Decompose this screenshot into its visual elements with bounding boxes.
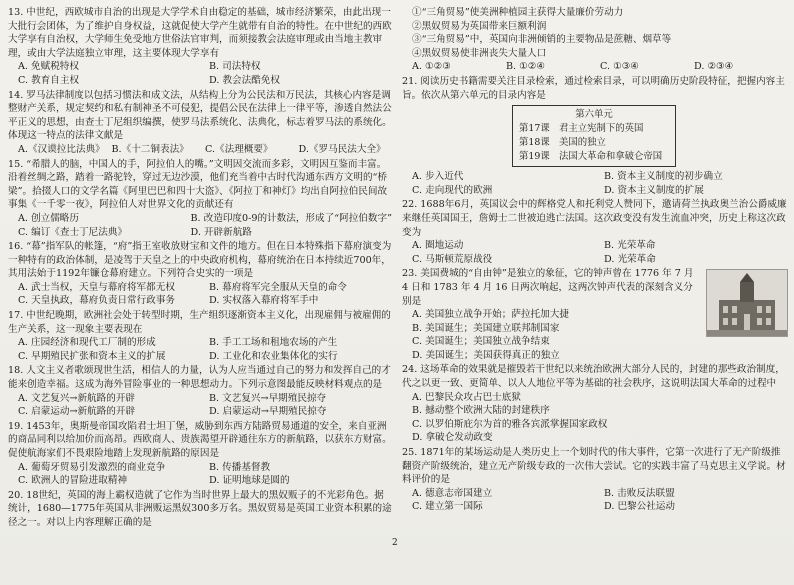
answer-option: C. 欧洲人的冒险进取精神 [18, 475, 128, 487]
answer-option: C. 马斯顿荒原战役 [412, 253, 493, 265]
building-illustration [707, 270, 787, 336]
left-column [8, 6, 392, 531]
question-stem: 24. 这场革命的效果就是摧毁若干世纪以来统治欧洲大部分人民的，封建的那些政治制度，代之以更一致、更简单、以人人地位平等为基础的社会秩序，这说明法国大革命的过程中 [402, 364, 785, 390]
answer-option: B. 击败反法联盟 [604, 487, 675, 499]
answer-option: C. 天皇执政，幕府负责日常行政事务 [18, 295, 176, 307]
question-block [8, 240, 392, 308]
answer-option: C.《法理概要》 [205, 143, 273, 155]
answer-option: A. 美国独立战争开始；萨拉托加大捷 [412, 309, 569, 321]
answer-option: B. 撼动整个欧洲大陆的封建秩序 [412, 405, 550, 417]
statement-item: ②黑奴贸易为英国带来巨额利润 [412, 20, 547, 32]
answer-option: B. 改造印度0-9的计数法，形成了“阿拉伯数字” [190, 212, 392, 224]
question-stem: 21. 阅读历史书籍需要关注目录检索，通过检索目录，可以明确历史阶段特征，把握内容主旨。依次从第六单元的目录内容是 [402, 75, 785, 101]
answer-option: C. 早期殖民扩张和资本主义的扩展 [18, 350, 166, 362]
option-list [402, 391, 788, 445]
option-list [402, 170, 788, 197]
answer-option: A. ①②③ [412, 61, 451, 73]
question-block [8, 489, 392, 530]
answer-option: A. 创立儒略历 [18, 212, 79, 224]
option-list [8, 60, 392, 87]
answer-option: A. 德意志帝国建立 [412, 487, 493, 499]
answer-option: A. 圈地运动 [412, 240, 464, 252]
question-block [402, 446, 788, 514]
answer-option: A.《汉谟拉比法典》 [18, 143, 105, 155]
answer-option: A. 文艺复兴→新航路的开辟 [18, 392, 136, 404]
statement-item: ④黑奴贸易使非洲丧失大量人口 [412, 47, 547, 59]
answer-option: B. 美国诞生；美国建立联邦制国家 [412, 322, 560, 334]
answer-option: C. ①③④ [600, 61, 639, 73]
answer-option: B. 光荣革命 [604, 240, 656, 252]
statement-item: ③“三角贸易”中，英国向非洲倾销的主要物品是蔗糖、烟草等 [412, 34, 672, 46]
option-list [402, 487, 788, 514]
option-list [8, 336, 392, 363]
answer-option: A. 庄园经济和现代工厂制的形成 [18, 337, 156, 349]
option-list [8, 212, 392, 239]
question-stem: 19. 1453年，奥斯曼帝国攻陷君士坦丁堡，威胁到东西方陆路贸易通道的安全，来自亚洲的商品同利以给加价而高昂。西欧商人、贵族渴望开辟通往东方的新航路，以获东方财富。促使航海家们不畏艰险地踏上发现新航路的原因是 [8, 420, 392, 459]
answer-option: B. 传播基督教 [209, 461, 271, 473]
question-stem: 23. 美国费城的“自由钟”是独立的象征，它的钟声曾在 1776 年 7 月 4 日和 1783 年 4 月 16 日两次响起，这两次钟声代表的深刻含义分别是 [402, 268, 694, 307]
question-stem: 20. 18世纪，英国的海上霸权造就了它作为当时世界上最大的黑奴贩子的不光彩角色。据统计，1680—1775年英国从非洲贩运黑奴300多万名。黑奴贸易是英国工业资本积累的途径之一。对以上内容理解正确的是 [8, 489, 392, 528]
question-block [8, 6, 392, 88]
question-stem: 13. 中世纪，西欧城市自治的出现是大学学术自由稳定的基础，城市经济繁荣，由此出现一大批行会团体，为了维护自身权益，这就促使大学产生就带有自治的特性。在中世纪的西欧大学享有自治权，大学师生免受地方世俗法官审判，而须接教会法庭审理或由当地主教审理，或由大学法庭独立审理，这主要体现大学享有 [8, 7, 392, 59]
answer-option: B. 文艺复兴→早期殖民掠夺 [209, 392, 327, 404]
answer-option: B.《十二铜表法》 [111, 143, 189, 155]
answer-option: B. 手工工场和租地农场的产生 [209, 337, 338, 349]
answer-option: C. 启蒙运动→新航路的开辟 [18, 406, 136, 418]
answer-option: D. 实权落入幕府将军手中 [209, 295, 319, 307]
answer-option: A. 巴黎民众攻占巴士底狱 [412, 391, 521, 403]
question-stem: 14. 罗马法律制度以包括习惯法和成文法，从结构上分为公民法和万民法，其核心内容是调整财产关系，规定契约和私有制神圣不可侵犯，提倡公民在法律上一律平等，渗透自然法公平正义的思想，由查士丁尼组织编撰，使罗马法系统化、法典化，标志着罗马法的系统化。体现这一特点的法律文献是 [8, 89, 392, 142]
answer-option: C. 以罗伯斯庇尔为首的雅各宾派掌握国家政权 [412, 418, 608, 430]
unit-lesson: 第17课 君主立宪制下的英国 [519, 123, 644, 135]
answer-option: D. 工业化和农业集体化的实行 [209, 350, 338, 362]
answer-option: D. 开辟新航路 [190, 226, 252, 238]
answer-option: A. 武士当权，天皇与幕府将军都无权 [18, 281, 175, 293]
option-list [8, 143, 392, 157]
question-block [8, 158, 392, 240]
question-block [8, 89, 392, 157]
answer-option: C. 美国诞生；美国独立战争结束 [412, 336, 550, 348]
answer-option: A. 免赋税特权 [18, 61, 79, 73]
answer-option: D. 证明地球是圆的 [209, 475, 290, 487]
answer-option: A. 葡萄牙贸易引发激烈的商业竞争 [18, 461, 166, 473]
answer-option: B. 资本主义制度的初步确立 [604, 171, 723, 183]
answer-option: B. 司法特权 [209, 61, 261, 73]
question-stem: 16. “幕”指军队的帐篷，“府”指王室收放财宝和文件的地方。但在日本特殊指下幕府演变为一种特有的政治体制，是凌驾于天皇之上的中央政府机构，幕府统治在日本持续近700年，其用法始于1192年镰仓幕府建立。下列符合史实的一项是 [8, 241, 392, 280]
question-block [402, 198, 788, 266]
answer-option: D. 拿破仑发动政变 [412, 432, 493, 444]
statement-list [402, 6, 788, 60]
liberty-bell-hall-photo [706, 269, 788, 337]
question-block [8, 309, 392, 363]
answer-option: B. ①②④ [506, 61, 545, 73]
option-list [402, 239, 788, 266]
page-number: 2 [392, 538, 398, 548]
question-block [402, 363, 788, 445]
right-column [402, 6, 788, 515]
option-list [402, 60, 788, 74]
option-list [8, 281, 392, 308]
answer-option: A. 步入近代 [412, 171, 464, 183]
unit-lesson: 第19课 法国大革命和拿破仑帝国 [519, 151, 663, 163]
answer-option: D.《罗马民法大全》 [298, 143, 386, 155]
question-block [8, 420, 392, 488]
question-stem: 25. 1871年的某场运动是人类历史上一个划时代的伟大事件，它第一次进行了无产阶级推翻资产阶级统治，建立无产阶级专政的一次伟大尝试。它的实践丰富了马克思主义学说。材料评价的是 [402, 447, 786, 486]
question-block [402, 267, 788, 362]
question-stem: 18. 人文主义者歌颂现世生活，相信人的力量，认为人应当通过自己的努力和发挥自己的才能来创造幸福。这成为海外冒险事业的一种思想动力。下列示意图最能反映材料观点的是 [8, 365, 391, 391]
question-stem: 22. 1688年6月，英国议会中的辉格党人和托利党人赞同下，邀请荷兰执政奥兰治公爵威廉来继任英国国王，詹姆士二世被迫逃亡法国。这次政变没有发生流血冲突，历史上称这次政变为 [402, 199, 787, 238]
answer-option: C. 走向现代的欧洲 [412, 184, 493, 196]
option-list [8, 461, 392, 488]
answer-option: D. 启蒙运动→早期殖民掠夺 [209, 406, 327, 418]
answer-option: D. 光荣革命 [604, 253, 656, 265]
statement-item: ①“三角贸易”使美洲种植园主获得大量廉价劳动力 [412, 7, 624, 18]
answer-option: D. 巴黎公社运动 [604, 501, 676, 513]
question-block [8, 364, 392, 418]
answer-option: C. 建立第一国际 [412, 501, 483, 513]
question-block [402, 75, 788, 197]
answer-option: D. ②③④ [694, 61, 734, 73]
answer-option: B. 幕府将军完全服从天皇的命令 [209, 281, 347, 293]
question-block [402, 6, 788, 74]
option-list [8, 392, 392, 419]
unit-table-of-contents [512, 105, 676, 167]
unit-lesson: 第18课 美国的独立 [519, 137, 606, 149]
answer-option: D. 教会法酷免权 [209, 74, 281, 86]
question-stem: 17. 中世纪晚期，欧洲社会处于转型时期，生产组织逐渐资本主义化，出现雇佣与被雇佣的生产关系，这一现象主要表现在 [8, 310, 391, 335]
question-stem: 15. “希腊人的脑，中国人的手，阿拉伯人的嘴。”文明因交流而多彩，文明因互鉴而丰富。沿着丝绸之路，踏着一路驼铃，穿过无边沙漠，他们充当着中古时代沟通东西方文明的“桥梁”。拾掇人口的文学名篇《阿里巴巴和四十大盗》、《阿拉丁和神灯》均出自阿拉伯民间故事集《一千零一夜》，阿拉伯人对世界文化的贡献还有 [8, 158, 388, 211]
answer-option: D. 资本主义制度的扩展 [604, 184, 704, 196]
unit-heading: 第六单元 [575, 109, 613, 121]
answer-option: C. 教育自主权 [18, 74, 80, 86]
answer-option: D. 美国诞生；美国获得真正的独立 [412, 349, 560, 361]
answer-option: C. 编订《查士丁尼法典》 [18, 226, 128, 238]
